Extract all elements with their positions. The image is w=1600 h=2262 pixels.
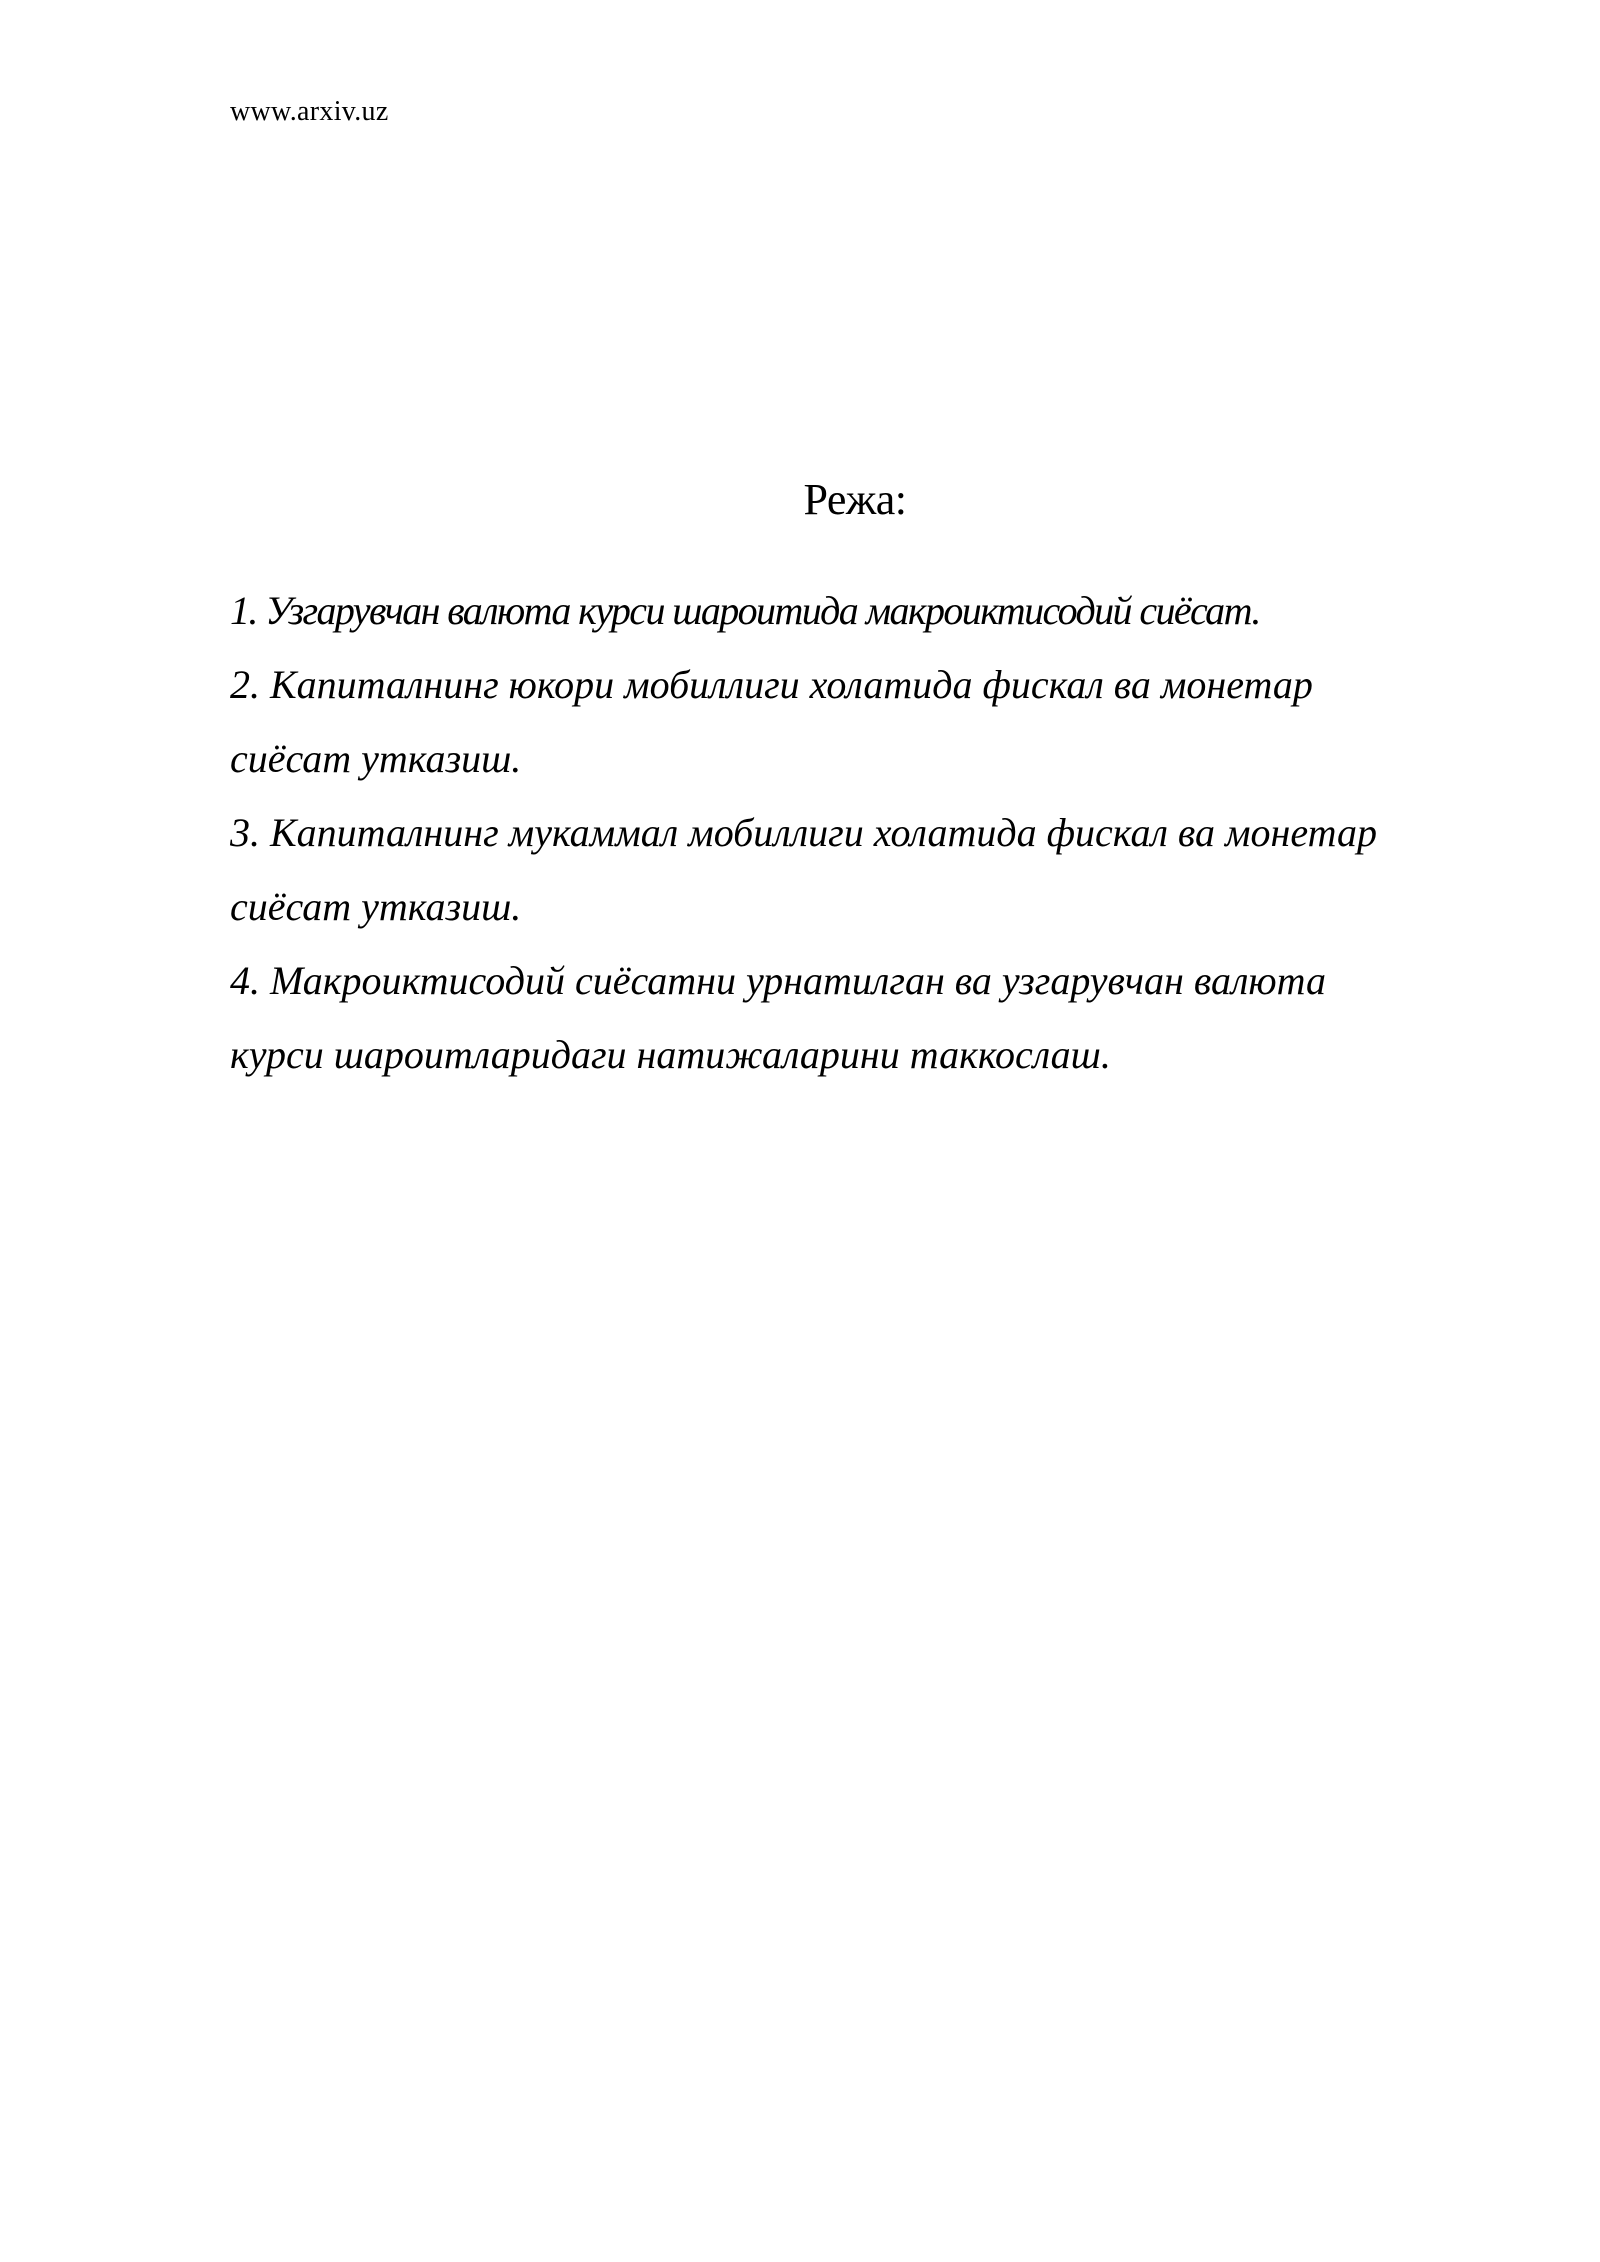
site-url-header: www.arxiv.uz	[230, 96, 389, 127]
plan-item-4-line-2: курси шароитларидаги натижаларини таккослаш.	[230, 1032, 1111, 1077]
plan-item-3-line-1: 3. Капиталнинг мукаммал мобиллиги холатида фискал ва монетар	[230, 810, 1377, 855]
plan-item-4-line-1: 4. Макроиктисодий сиёсатни урнатилган ва узгарувчан валюта	[230, 958, 1326, 1003]
plan-item-3-line-2: сиёсат утказиш.	[230, 884, 522, 929]
plan-title-text: Режа:	[803, 475, 907, 524]
plan-item-2-line-2: сиёсат утказиш.	[230, 736, 522, 781]
plan-list	[230, 574, 1530, 1092]
plan-title	[0, 475, 1600, 524]
plan-item-1: 1. Узгарувчан валюта курси шароитида макроиктисодий сиёсат.	[230, 588, 1260, 633]
plan-item-2-line-1: 2. Капиталнинг юкори мобиллиги холатида фискал ва монетар	[230, 662, 1313, 707]
